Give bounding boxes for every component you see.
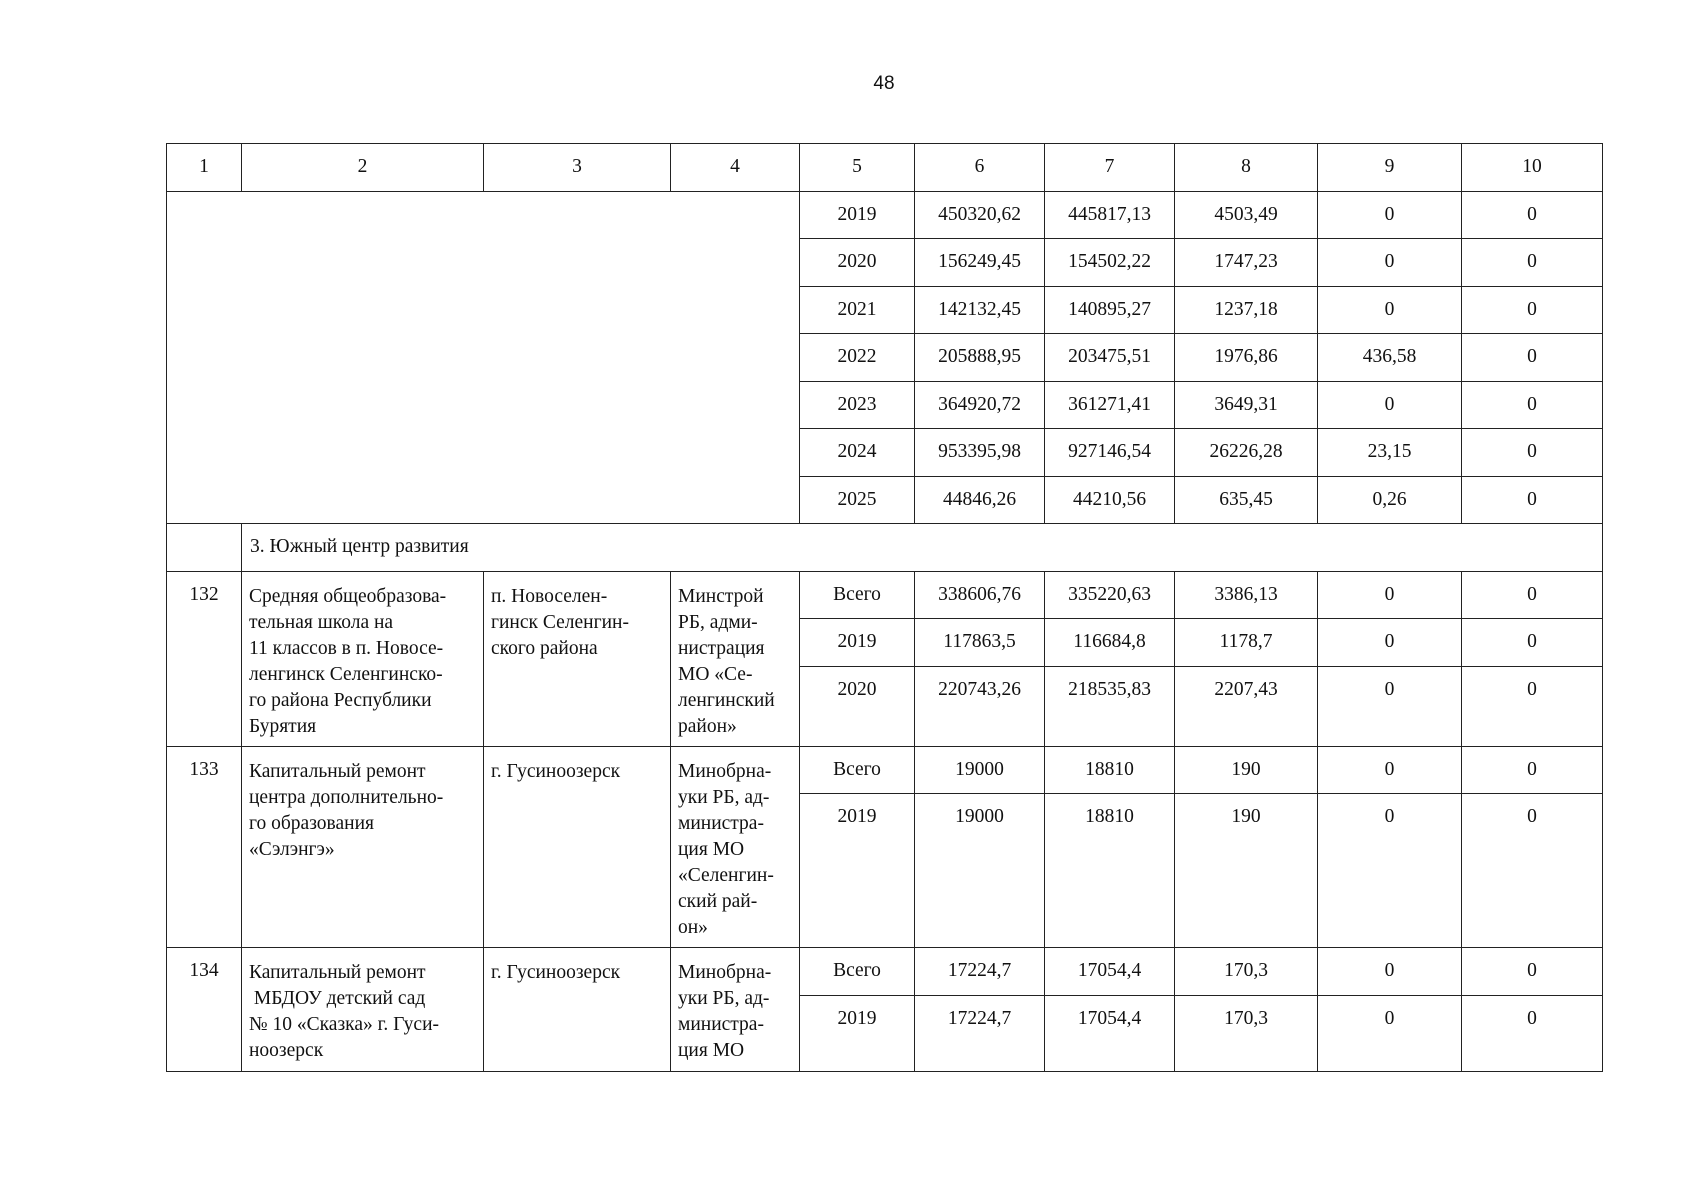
year-cell: 2019	[800, 995, 915, 1071]
value-cell: 450320,62	[915, 191, 1045, 239]
value-cell: 445817,13	[1045, 191, 1175, 239]
col-header: 7	[1045, 144, 1175, 192]
value-cell: 203475,51	[1045, 334, 1175, 382]
value-cell: 0	[1462, 619, 1603, 667]
project-name-text: Капитальный ремонт центра дополнительно- го образования «Сэлэнгэ»	[249, 760, 444, 860]
value-cell: 218535,83	[1045, 666, 1175, 746]
value-cell: 220743,26	[915, 666, 1045, 746]
value-cell: 18810	[1045, 746, 1175, 794]
section-title: 3. Южный центр развития	[242, 524, 1603, 572]
value-cell: 364920,72	[915, 381, 1045, 429]
value-cell: 116684,8	[1045, 619, 1175, 667]
col-header: 2	[242, 144, 484, 192]
value-cell: 154502,22	[1045, 239, 1175, 287]
header-row	[167, 144, 1603, 192]
col-header: 9	[1318, 144, 1462, 192]
value-cell: 0	[1318, 794, 1462, 948]
value-cell: 18810	[1045, 794, 1175, 948]
value-cell: 17224,7	[915, 948, 1045, 996]
value-cell: 0	[1462, 666, 1603, 746]
col-header: 1	[167, 144, 242, 192]
value-cell: 0	[1462, 476, 1603, 524]
page-number: 48	[873, 73, 895, 94]
col-header: 6	[915, 144, 1045, 192]
project-number: 132	[167, 571, 242, 746]
value-cell: 170,3	[1175, 995, 1318, 1071]
value-cell: 17054,4	[1045, 995, 1175, 1071]
value-cell: 953395,98	[915, 429, 1045, 477]
value-cell: 635,45	[1175, 476, 1318, 524]
value-cell: 19000	[915, 794, 1045, 948]
project-authority-text: Минобрна- уки РБ, ад- министра- ция МО	[678, 962, 772, 1061]
project-name	[242, 746, 484, 948]
value-cell: 44846,26	[915, 476, 1045, 524]
value-cell: 190	[1175, 746, 1318, 794]
year-cell: 2020	[800, 666, 915, 746]
year-cell: 2019	[800, 619, 915, 667]
value-cell: 338606,76	[915, 571, 1045, 619]
value-cell: 0	[1462, 286, 1603, 334]
value-cell: 0	[1318, 571, 1462, 619]
value-cell: 0	[1318, 239, 1462, 287]
value-cell: 0	[1462, 429, 1603, 477]
section-blank-cell	[167, 524, 242, 572]
value-cell: 0	[1462, 746, 1603, 794]
value-cell: 0	[1462, 995, 1603, 1071]
year-cell: Всего	[800, 571, 915, 619]
project-name-text: Капитальный ремонт МБДОУ детский сад № 10 «Сказка» г. Гуси- ноозерск	[249, 962, 440, 1061]
col-header: 3	[484, 144, 671, 192]
project-name-text: Средняя общеобразова- тельная школа на 11 классов в п. Новосе- ленгинск Селенгинско- го района Республики Бурятия	[249, 585, 447, 737]
year-cell: 2020	[800, 239, 915, 287]
value-cell: 0	[1318, 948, 1462, 996]
project-authority	[671, 571, 800, 746]
value-cell: 205888,95	[915, 334, 1045, 382]
value-cell: 170,3	[1175, 948, 1318, 996]
value-cell: 0	[1318, 619, 1462, 667]
value-cell: 0	[1318, 191, 1462, 239]
value-cell: 19000	[915, 746, 1045, 794]
project-authority	[671, 948, 800, 1072]
year-cell: Всего	[800, 746, 915, 794]
project-authority-text: Минобрна- уки РБ, ад- министра- ция МО «Селенгин- ский рай- он»	[678, 760, 774, 938]
value-cell: 436,58	[1318, 334, 1462, 382]
value-cell: 0	[1462, 239, 1603, 287]
year-cell: 2019	[800, 794, 915, 948]
col-header: 5	[800, 144, 915, 192]
year-cell: 2023	[800, 381, 915, 429]
project-location-text: г. Гусиноозерск	[491, 962, 621, 983]
year-cell: 2019	[800, 191, 915, 239]
year-cell: 2025	[800, 476, 915, 524]
value-cell: 1976,86	[1175, 334, 1318, 382]
value-cell: 117863,5	[915, 619, 1045, 667]
project-number: 134	[167, 948, 242, 1072]
col-header: 4	[671, 144, 800, 192]
project-number: 133	[167, 746, 242, 948]
value-cell: 1178,7	[1175, 619, 1318, 667]
continuation-blank-cell	[167, 191, 800, 524]
year-cell: 2024	[800, 429, 915, 477]
project-location	[484, 948, 671, 1072]
project-name	[242, 948, 484, 1072]
value-cell: 0	[1462, 571, 1603, 619]
value-cell: 0	[1318, 666, 1462, 746]
year-cell: 2022	[800, 334, 915, 382]
value-cell: 0	[1462, 948, 1603, 996]
value-cell: 0	[1462, 794, 1603, 948]
value-cell: 0	[1462, 191, 1603, 239]
project-authority	[671, 746, 800, 948]
col-header: 8	[1175, 144, 1318, 192]
value-cell: 190	[1175, 794, 1318, 948]
value-cell: 1237,18	[1175, 286, 1318, 334]
value-cell: 26226,28	[1175, 429, 1318, 477]
value-cell: 0	[1462, 334, 1603, 382]
table-row	[167, 571, 1603, 619]
value-cell: 17224,7	[915, 995, 1045, 1071]
value-cell: 0	[1318, 286, 1462, 334]
budget-table	[166, 143, 1603, 1072]
value-cell: 361271,41	[1045, 381, 1175, 429]
value-cell: 0	[1318, 995, 1462, 1071]
value-cell: 335220,63	[1045, 571, 1175, 619]
value-cell: 4503,49	[1175, 191, 1318, 239]
value-cell: 2207,43	[1175, 666, 1318, 746]
value-cell: 3649,31	[1175, 381, 1318, 429]
value-cell: 140895,27	[1045, 286, 1175, 334]
project-location-text: г. Гусиноозерск	[491, 760, 621, 782]
value-cell: 17054,4	[1045, 948, 1175, 996]
table-row	[167, 948, 1603, 996]
table-row	[167, 746, 1603, 794]
project-name	[242, 571, 484, 746]
value-cell: 0,26	[1318, 476, 1462, 524]
year-cell: 2021	[800, 286, 915, 334]
value-cell: 0	[1318, 746, 1462, 794]
section-header-row	[167, 524, 1603, 572]
value-cell: 44210,56	[1045, 476, 1175, 524]
project-location	[484, 746, 671, 948]
project-location-text: п. Новоселен- гинск Селенгин- ского района	[491, 585, 629, 659]
col-header: 10	[1462, 144, 1603, 192]
project-authority-text: Минстрой РБ, адми- нистрация МО «Се- ленгинский район»	[678, 585, 775, 737]
value-cell: 142132,45	[915, 286, 1045, 334]
year-cell: Всего	[800, 948, 915, 996]
value-cell: 0	[1318, 381, 1462, 429]
value-cell: 1747,23	[1175, 239, 1318, 287]
value-cell: 0	[1462, 381, 1603, 429]
value-cell: 156249,45	[915, 239, 1045, 287]
value-cell: 927146,54	[1045, 429, 1175, 477]
value-cell: 23,15	[1318, 429, 1462, 477]
value-cell: 3386,13	[1175, 571, 1318, 619]
project-location	[484, 571, 671, 746]
table-row	[167, 191, 1603, 239]
